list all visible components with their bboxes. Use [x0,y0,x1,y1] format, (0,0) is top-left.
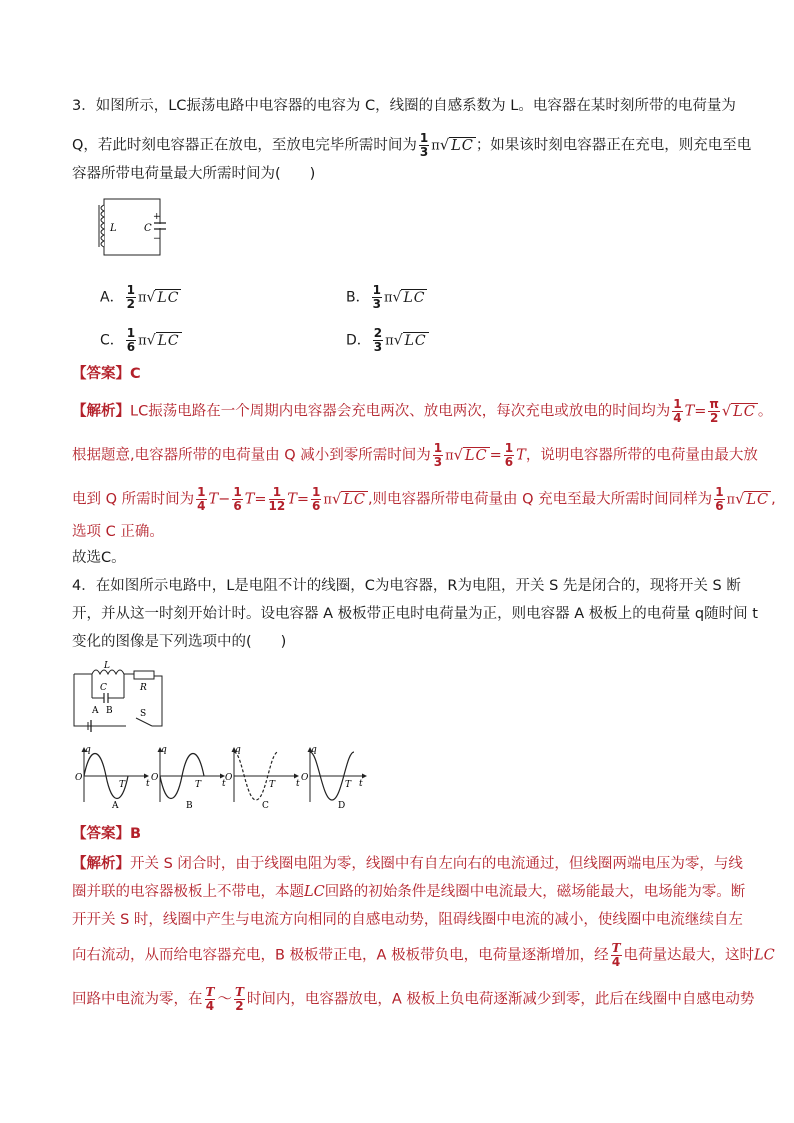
svg-text:B: B [186,801,193,811]
option-b: B． $\frac{1}{3}$ π√ LC [346,283,426,311]
svg-text:O: O [75,773,83,783]
inductor-label: L [110,223,117,234]
q3-analysis-line-4: 选项 C 正确。 [72,524,164,540]
svg-text:q: q [85,745,91,755]
svg-text:q: q [311,745,317,755]
q3-line-2: Q，若此时刻电容器正在放电，至放电完毕所需时间为 $\frac{1}{3}$ π√ LC ；如果该时刻电容器正在充电，则充电至电 [72,131,752,159]
q3-line-1: 3．如图所示，LC振荡电路中电容器的电容为 C，线圈的自感系数为 L。电容器在某时刻所带的电荷量为 [72,98,736,114]
q4-line-2: 开，并从这一时刻开始计时。设电容器 A 极板带正电时电荷量为正，则电容器 A 极板上的电荷量 q随时间 t [72,606,758,622]
q4-line-1: 4．在如图所示电路中，L是电阻不计的线圈，C为电容器，R为电阻，开关 S 先是闭合的，现将开关 S 断 [72,578,741,594]
svg-text:t: t [146,779,150,789]
svg-text:O: O [225,773,233,783]
svg-text:t: t [359,779,363,789]
switch-s-label: S [140,709,147,719]
q4-analysis-line-1: 【解析】开关 S 闭合时，由于线圈电阻为零，线圈中有自左向右的电流通过，但线圈两端电压为零，与线 [72,856,743,872]
q3-analysis-line-1: 【解析】LC振荡电路在一个周期内电容器会充电两次、放电两次，每次充电或放电的时间均为 $\frac{1}{4}$ T= $\frac{\pi}{2}$ √ LC 。 [72,397,773,425]
lcr-circuit-figure [68,660,168,736]
svg-text:t: t [296,779,300,789]
svg-text:T: T [119,780,126,790]
graph-c [225,745,300,811]
circuit-r-label: R [140,683,147,693]
plus-sign: + [153,212,161,222]
q4-analysis-line-4: 向右流动，从而给电容器充电，B 极板带正电，A 极板带负电，电荷量逐渐增加，经 $\frac{T}{4}$ 电荷量达最大，这时LC [72,941,775,969]
q4-analysis-line-3: 开开关 S 时，线圈中产生与电流方向相同的自感电动势，阻碍线圈中电流的减小，使线圈中电流继续自左 [72,912,743,928]
svg-text:q: q [235,745,241,755]
graph-d [301,745,366,811]
option-a: A． $\frac{1}{2}$ π√ LC [100,283,180,311]
graph-a [75,745,150,811]
svg-text:O: O [151,773,159,783]
capacitor-label: C [144,223,152,234]
svg-text:T: T [345,780,352,790]
svg-text:t: t [222,779,226,789]
svg-text:T: T [195,780,202,790]
svg-text:A: A [112,801,119,811]
q3-analysis-line-3: 电到 Q 所需时间为 $\frac{1}{4}$ T− $\frac{1}{6}$ T= $\frac{1}{12}$ T= $\frac{1}{6}$ π√ LC ,则电容器所带电荷量由 Q 充电至最大所需时间同样为 $\frac{1}{6}$ π√ LC , [72,485,776,513]
graph-b [151,745,226,811]
q4-analysis-line-5: 回路中电流为零，在 $\frac{T}{4}$ ～ $\frac{T}{2}$ 时间内，电容器放电，A 极板上负电荷逐渐减少到零，此后在线圈中自感电动势 [72,985,755,1013]
plate-b-label: B [106,706,113,716]
svg-text:O: O [301,773,309,783]
q4-line-3: 变化的图像是下列选项中的( ) [72,634,287,650]
plate-a-label: A [92,706,99,716]
q4-answer: 【答案】B [72,826,142,842]
graph-options [70,742,370,812]
option-c: C． $\frac{1}{6}$ π√ LC [100,326,180,354]
q4-analysis-line-2: 圈并联的电容器极板上不带电，本题LC回路的初始条件是线圈中电流最大，磁场能最大，电场能为零。断 [72,884,746,900]
lc-circuit-figure [96,195,176,261]
q3-conclusion: 故选C。 [72,550,126,566]
minus-sign: − [153,234,161,244]
q3-line-3: 容器所带电荷量最大所需时间为( ) [72,166,316,182]
q3-answer: 【答案】C [72,366,141,382]
svg-text:q: q [161,745,167,755]
circuit-c-label: C [100,683,107,693]
svg-text:T: T [269,780,276,790]
option-d: D． $\frac{2}{3}$ π√ LC [346,326,427,354]
svg-text:D: D [338,801,346,811]
q3-analysis-line-2: 根据题意,电容器所带的电荷量由 Q 减小到零所需时间为 $\frac{1}{3}$ π√ LC = $\frac{1}{6}$ T，说明电容器所带的电荷量由最大放 [72,441,758,469]
circuit-l-label: L [104,661,110,671]
svg-text:C: C [262,801,269,811]
